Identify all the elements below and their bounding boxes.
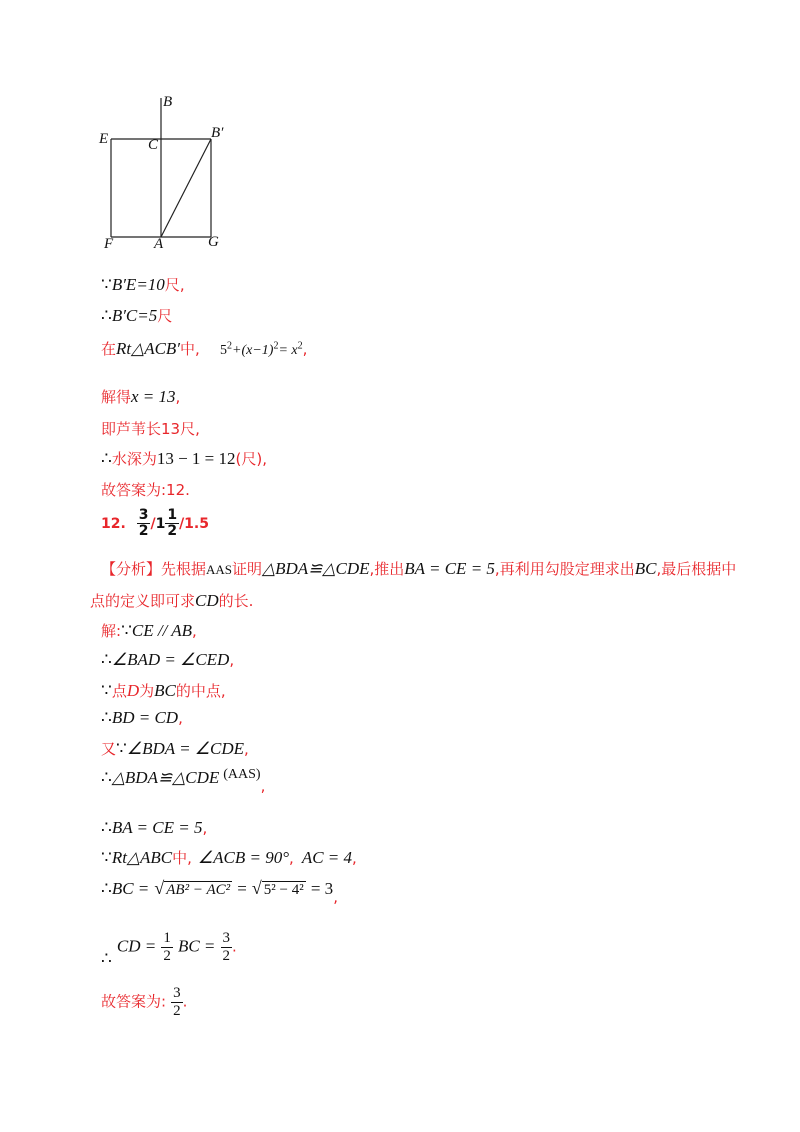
point-label-a: A [154,236,164,252]
line-water-depth: ∴水深为13 − 1 = 12(尺), [101,449,268,468]
point-label-b: B [163,94,173,110]
step-bc-value: ∴BC = √ AB² − AC² = √ 5² − 4² = 3, [101,878,338,906]
point-label-g: G [208,234,219,250]
answer-12-heading: 12. $\frac{3}{2}$ /1 $\frac{1}{2}$ /1.5 [101,507,209,540]
line-solve-x: 解得x = 13, [101,387,181,406]
point-label-e: E [99,131,109,147]
answer-12-final: 故答案为: $\frac{3}{2}$ . [101,985,188,1019]
line-bpe-10: ∵B′E=10尺, [101,275,185,294]
line-pythagoras: 在Rt△ACB′中, $5^2+(x-1)^2= x^2$, [101,339,308,358]
point-label-c: C [148,137,159,153]
step-angle-bad-ced: ∴∠BAD = ∠CED, [101,650,235,669]
analysis-line-2: 点的定义即可求CD的长. [90,591,254,610]
segment-ab-prime [161,139,211,237]
point-label-b-prime: B′ [211,125,224,141]
line-bpc-5: ∴B′C=5尺 [101,306,173,325]
geometry-figure [95,88,235,253]
step-ba-ce-5: ∴BA = CE = 5, [101,818,208,837]
step-bd-cd: ∴BD = CD, [101,708,183,727]
step-cd-value: ∴ CD = $\frac{1}{2}$ BC = $\frac{3}{2}$ . [101,930,237,968]
step-d-midpoint: ∵点D为BC的中点, [101,681,226,700]
step-ce-parallel-ab: 解:∵CE // AB, [101,621,197,640]
step-right-triangle-abc: ∵Rt△ABC中, ∠ACB = 90°, AC = 4, [101,848,357,867]
line-reed-length: 即芦苇长13尺, [101,420,200,438]
step-angle-bda-cde: 又∵∠BDA = ∠CDE, [101,739,249,758]
answer-11: 故答案为:12. [101,481,190,499]
analysis-line-1: 【分析】先根据AAS证明△BDA≌△CDE,推出BA = CE = 5,再利用勾股定理求出BC,最后根据中 [101,559,737,578]
point-label-f: F [104,236,114,252]
step-congruent: ∴△BDA≌△CDE (AAS), [101,767,266,795]
